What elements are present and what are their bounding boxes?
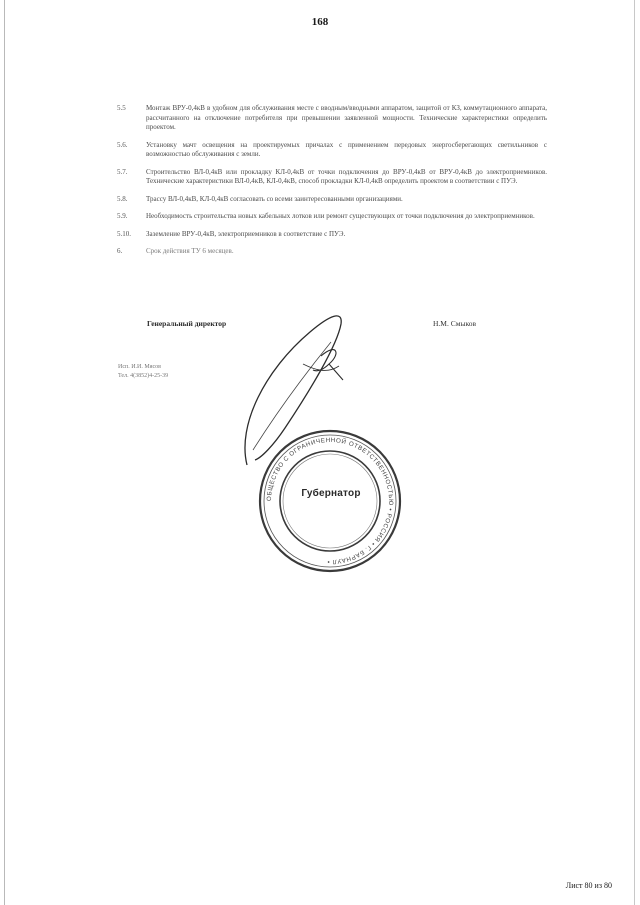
list-item <box>117 212 547 222</box>
page-number: 168 <box>311 16 329 28</box>
item-number: 6. <box>117 247 123 255</box>
item-number: 5.10. <box>117 229 131 238</box>
list-item <box>117 195 547 205</box>
item-number: 5.5 <box>117 104 126 112</box>
executor-block <box>118 363 168 381</box>
executor-name: Исп. И.И. Мясов <box>118 364 161 370</box>
scan-edge-left <box>4 0 5 905</box>
item-text: Монтаж ВРУ-0,4кВ в удобном для обслуживания месте с вводным/вводными аппаратом, защитой от КЗ, коммутационного аппарата, рассчитанного на отключение потребителя при превышении заявленной мощности. Технические характеристики определить проектом. <box>146 104 547 131</box>
item-text: Срок действия ТУ 6 месяцев. <box>146 247 234 255</box>
item-text: Строительство ВЛ-0,4кВ или прокладку КЛ-0,4кВ от точки подключения до ВРУ-0,4кВ от ВРУ-0,4кВ до электроприемников. Технические характеристики ВЛ-0,4кВ, КЛ-0,4кВ, способ прокладки КЛ-0,4кВ определить проектом в соответствии с ПУЭ. <box>146 167 547 185</box>
list-item <box>117 230 547 240</box>
item-number: 5.7. <box>117 167 128 176</box>
director-title: Генеральный директор <box>147 319 227 328</box>
item-text: Установку мачт освещения на проектируемых причалах с применением передовых энергосберегающих светильников с возможностью обслуживания с земли. <box>146 140 547 158</box>
sheet-counter: Лист 80 из 80 <box>565 881 612 890</box>
item-text: Трассу ВЛ-0,4кВ, КЛ-0,4кВ согласовать со всеми заинтересованными организациями. <box>146 194 403 203</box>
svg-text:ОБЩЕСТВО С ОГРАНИЧЕННОЙ ОТВЕТС <box>266 437 394 565</box>
stamp-ring-text: ОБЩЕСТВО С ОГРАНИЧЕННОЙ ОТВЕТСТВЕННОСТЬЮ • РОССИЯ • Г. БАРНАУЛ • <box>265 436 395 566</box>
item-number: 5.6. <box>117 140 128 149</box>
list-item <box>117 247 547 257</box>
official-stamp <box>255 426 405 576</box>
requirements-list <box>117 104 547 265</box>
stamp-label: Губернатор <box>301 488 361 499</box>
list-item <box>117 104 547 133</box>
item-number: 5.8. <box>117 194 128 203</box>
executor-phone: Тел. 4(3852)4-25-39 <box>118 373 169 379</box>
list-item <box>117 141 547 160</box>
director-name: Н.М. Смыков <box>433 319 477 328</box>
item-text: Необходимость строительства новых кабельных лотков или ремонт существующих от точки подключения до электроприемников. <box>146 212 535 220</box>
item-text: Заземление ВРУ-0,4кВ, электроприемников в соответствие с ПУЭ. <box>146 229 346 238</box>
list-item <box>117 168 547 187</box>
item-number: 5.9. <box>117 212 128 220</box>
scan-edge-right <box>634 0 635 905</box>
